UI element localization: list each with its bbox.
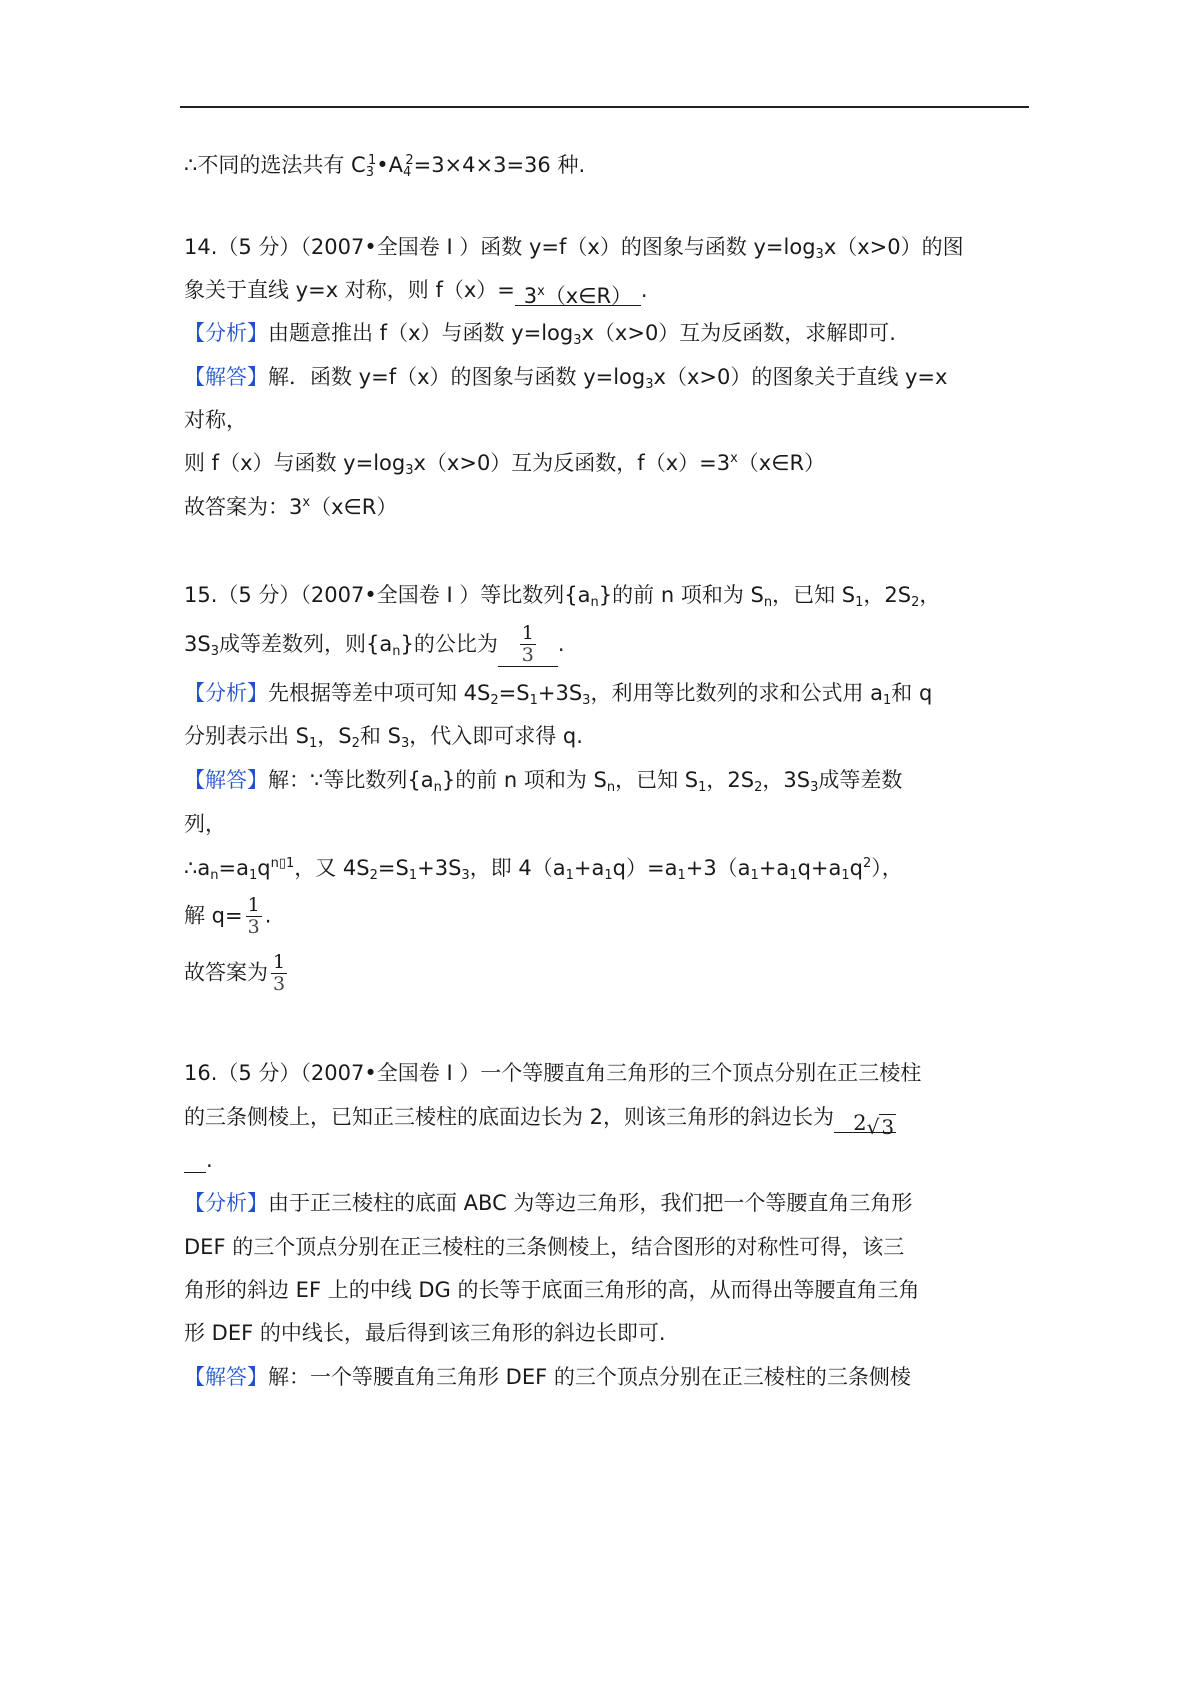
q15-analysis: 【分析】先根据等差中项可知 $4S_2=S_1+3S_3$，利用等比数列的求和公式用 $a_1$和 q [184, 681, 933, 708]
solution-tag: 【解答】 [184, 768, 268, 792]
solution-tag: 【解答】 [184, 365, 268, 389]
analysis-tag: 【分析】 [184, 1191, 268, 1215]
q16-solution: 【解答】解：一个等腰直角三角形 DEF 的三个顶点分别在正三棱柱的三条侧棱 [184, 1365, 911, 1389]
q16-analysis: 【分析】由于正三棱柱的底面 ABC 为等边三角形，我们把一个等腰直角三角形 [184, 1191, 913, 1215]
q14-solution-line3: 则 f（x）与函数 $y=\log_3x(x>0)$互为反函数，$f(x)=3^x(x\in R)$ [184, 451, 826, 478]
carry-over-line: ∴不同的选法共有 $C_3^1•A_4^2=3\times 4\times 3=36$ 种. [184, 153, 586, 180]
analysis-tag: 【分析】 [184, 321, 268, 345]
q15-equation-line: $\therefore a_n=a_1q^{n▯1}$，又 $4S_2=S_1+3S_3$，即 $4(a_1+a_1q)=a_1+3(a_1+a_1q+a_1q^2)$， [184, 856, 903, 883]
q16-analysis-line3: 角形的斜边 EF 上的中线 DG 的长等于底面三角形的高，从而得出等腰直角三角 [184, 1278, 920, 1302]
q16-analysis-line2: DEF 的三个顶点分别在正三棱柱的三条侧棱上，结合图形的对称性可得，该三 [184, 1235, 905, 1259]
q15-stem-line1: 15.（5 分）（2007•全国卷 I ）等比数列$\{a_n\}$的前 n 项和为 $S_n$，已知 $S_1$，$2S_2$， [184, 583, 941, 610]
q14-stem-line1: 14.（5 分）（2007•全国卷 I ）函数 y=f（x）的图象与函数 $y=\log_3x(x>0)$的图 [184, 235, 964, 262]
q15-final-answer: 故答案为 $\frac{1}{3}$ [184, 951, 286, 995]
q15-analysis-line2: 分别表示出 $S_1$，$S_2$和 $S_3$，代入即可求得 q. [184, 724, 583, 751]
q15-final-fraction: $\frac{1}{3}$ [273, 951, 286, 995]
q16-analysis-line4: 形 DEF 的中线长，最后得到该三角形的斜边长即可. [184, 1321, 666, 1345]
q14-final-answer: 故答案为：3$^x$（x∈R） [184, 495, 398, 519]
q16-answer-blank: 2√ 3 [834, 1108, 896, 1133]
q16-stem-line3: . [184, 1145, 1044, 1175]
q16-sqrt: √ 3 [866, 1115, 895, 1139]
q15-solution-line2: 列， [184, 812, 226, 836]
q14-solution-line2: 对称， [184, 408, 247, 432]
q16-answer-blank-cont [184, 1148, 206, 1173]
q15-answer-fraction: $\frac{1}{3}$ [521, 622, 534, 666]
q15-stem-line2: $3S_3$成等差数列，则$\{a_n\}$的公比为 $\frac{1}{3}$ . [184, 622, 565, 666]
q16-stem-line1: 16.（5 分）（2007•全国卷 I ）一个等腰直角三角形的三个顶点分别在正三棱柱 [184, 1061, 922, 1085]
q15-solve-line: 解 q= $\frac{1}{3}$ . [184, 894, 272, 938]
q14-analysis: 【分析】由题意推出 f（x）与函数 $y=\log_3x(x>0)$互为反函数，求解即可. [184, 321, 896, 348]
q16-stem-line2: 的三条侧棱上，已知正三棱柱的底面边长为 2，则该三角形的斜边长为 2√ 3 [184, 1102, 1044, 1133]
analysis-tag: 【分析】 [184, 681, 268, 705]
q15-solution: 【解答】解：∵等比数列$\{a_n\}$的前 n 项和为 $S_n$，已知 $S_1$，$2S_2$，$3S_3$成等差数 [184, 768, 903, 795]
q15-answer-blank [498, 623, 558, 667]
q15-solve-fraction: $\frac{1}{3}$ [247, 894, 260, 938]
q14-solution: 【解答】解．函数 y=f（x）的图象与函数 $y=\log_3x(x>0)$的图象关于直线 y=x [184, 365, 948, 392]
q14-stem-line2: 象关于直线 y=x 对称，则 $f(x)= 3^x(x\in R)$ . [184, 278, 648, 308]
solution-tag: 【解答】 [184, 1365, 268, 1389]
header-rule [180, 106, 1029, 108]
q14-answer-blank: 3$^x$（x∈R） [515, 281, 641, 306]
